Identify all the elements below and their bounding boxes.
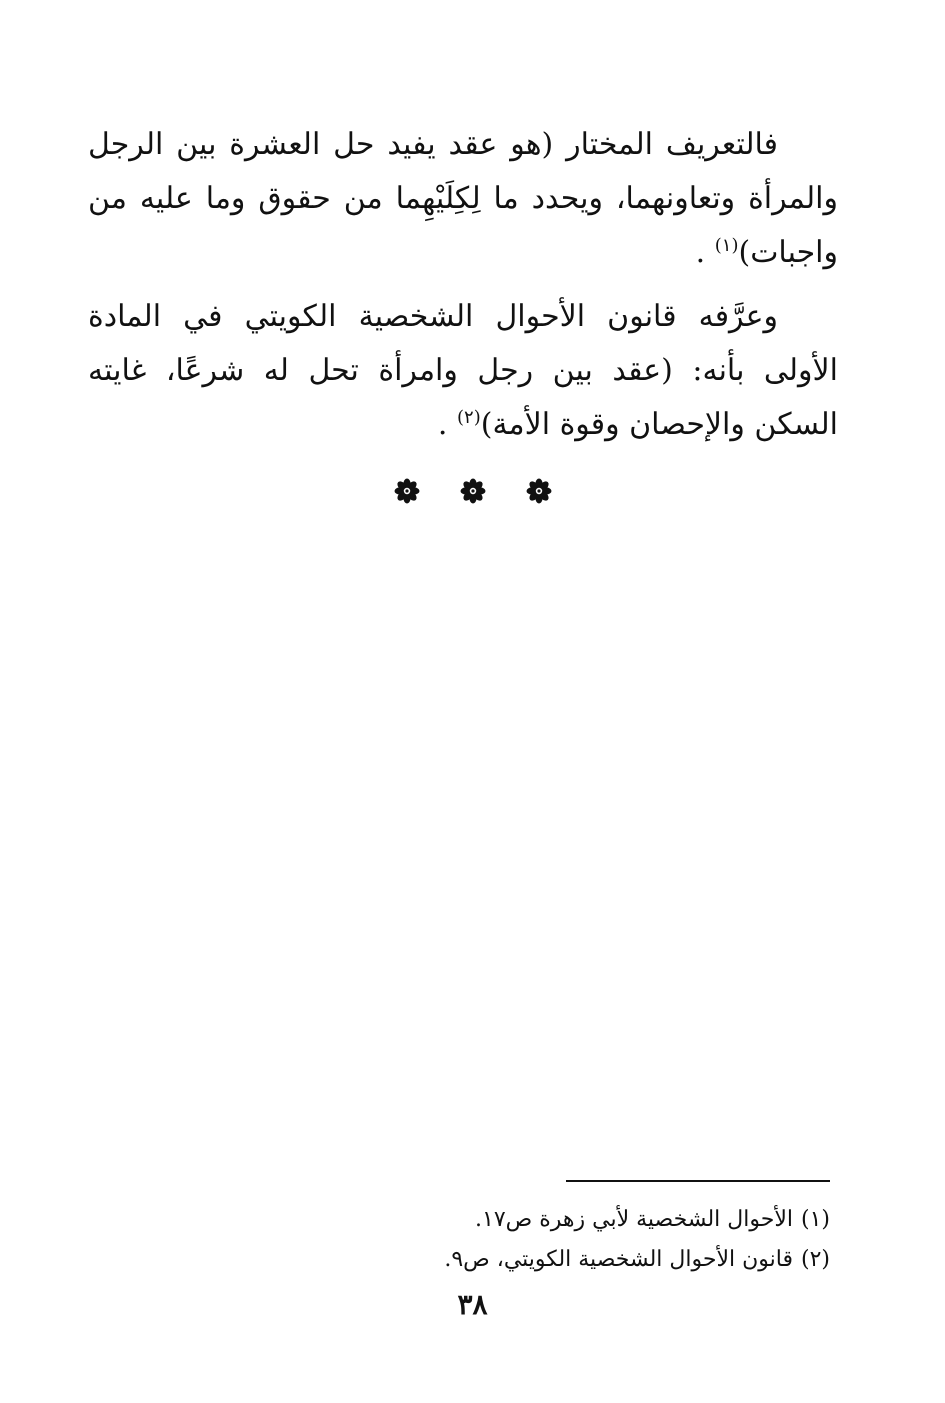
paragraph-end: . xyxy=(695,235,706,270)
paragraph-text: وعرَّفه قانون الأحوال الشخصية الكويتي في المادة الأولى بأنه: (عقد بين رجل وامرأة تحل له شرعًا، غايته السكن والإحصان وقوة الأمة) xyxy=(88,299,838,442)
flower-ornament-icon xyxy=(460,478,486,504)
paragraph-kuwaiti-law xyxy=(88,290,838,452)
footnote-text: الأحوال الشخصية لأبي زهرة ص١٧. xyxy=(475,1207,793,1232)
section-divider-ornaments xyxy=(0,478,945,504)
paragraph-definition xyxy=(88,118,838,280)
footnote-ref-1[interactable]: (١) xyxy=(714,235,739,256)
body-text xyxy=(88,118,838,452)
footnote-2 xyxy=(230,1240,830,1280)
page-number: ٣٨ xyxy=(457,1288,488,1321)
flower-ornament-icon xyxy=(394,478,420,504)
paragraph-text: فالتعريف المختار (هو عقد يفيد حل العشرة بين الرجل والمرأة وتعاونهما، ويحدد ما لِكِلَيْهِما من حقوق وما عليه من واجبات) xyxy=(88,127,838,270)
footnotes xyxy=(230,1200,830,1280)
footnote-ref-2[interactable]: (٢) xyxy=(457,407,481,428)
footnote-text: قانون الأحوال الشخصية الكويتي، ص٩. xyxy=(444,1247,793,1272)
paragraph-end: . xyxy=(437,407,448,442)
footnote-separator xyxy=(566,1180,830,1182)
footnote-number: (١) xyxy=(800,1207,830,1232)
footnote-number: (٢) xyxy=(800,1247,830,1272)
flower-ornament-icon xyxy=(526,478,552,504)
footnote-1 xyxy=(230,1200,830,1240)
